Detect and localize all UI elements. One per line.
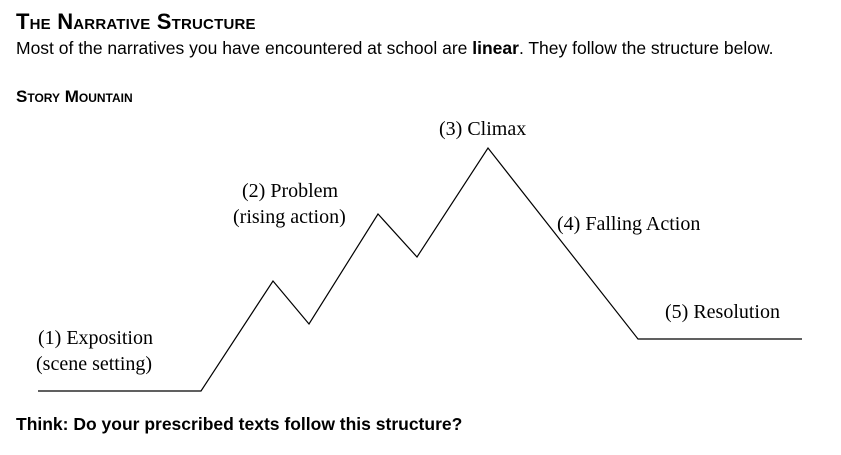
label-exposition-sub: (scene setting) bbox=[36, 353, 153, 375]
think-question: Think: Do your prescribed texts follow this structure? bbox=[16, 414, 463, 434]
intro-text-before: Most of the narratives you have encountered at school are bbox=[16, 38, 473, 58]
label-problem-sub: (rising action) bbox=[233, 206, 346, 228]
label-resolution: (5) Resolution bbox=[665, 301, 780, 323]
intro-emphasis: linear bbox=[472, 38, 519, 58]
intro-text-after: . They follow the structure below. bbox=[518, 38, 774, 58]
label-exposition: (1) Exposition bbox=[38, 327, 153, 349]
label-falling-action: (4) Falling Action bbox=[557, 213, 701, 235]
label-problem: (2) Problem bbox=[242, 180, 339, 202]
story-mountain-line bbox=[38, 148, 802, 391]
label-climax: (3) Climax bbox=[439, 118, 527, 140]
page-title: The Narrative Structure bbox=[16, 9, 256, 34]
section-subheading: Story Mountain bbox=[16, 87, 133, 106]
